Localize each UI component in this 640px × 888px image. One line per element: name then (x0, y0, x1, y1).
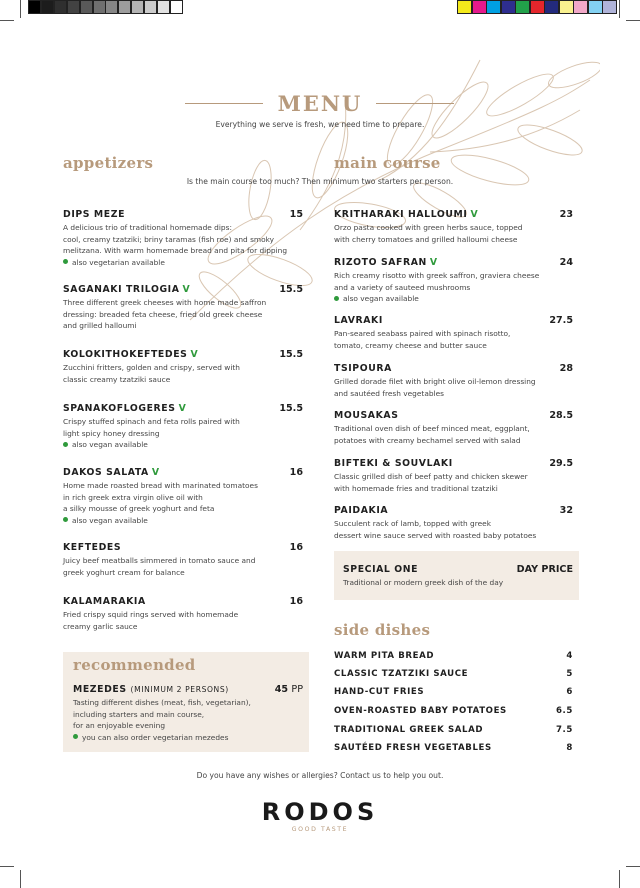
menu-item-name: SPANAKOFLOGERES (63, 403, 176, 414)
menu-item-description: Juicy beef meatballs simmered in tomato sauce and greek yoghurt cream for balance (63, 556, 256, 577)
vegetarian-badge: V (178, 403, 187, 414)
allergy-contact-note: Do you have any wishes or allergies? Contact us to help you out. (196, 771, 444, 780)
gray-swatch (54, 0, 67, 14)
side-dish-row (334, 743, 573, 753)
menu-item (63, 284, 303, 332)
color-swatch (588, 0, 603, 14)
color-swatch (573, 0, 588, 14)
menu-item-description: Classic grilled dish of beef patty and chicken skewer with homemade fries and traditional tzatziki (334, 472, 528, 493)
side-dishes-heading: side dishes (334, 621, 431, 639)
vegan-dot-icon (334, 296, 339, 301)
side-dish-price: 4 (566, 651, 573, 661)
main-course-heading: main course (334, 154, 441, 172)
vegan-dot-icon (63, 517, 68, 522)
color-swatch (530, 0, 545, 14)
menu-item (334, 458, 573, 494)
brand-tagline: GOOD TASTE (291, 826, 349, 833)
gray-swatch (144, 0, 157, 14)
menu-item-name: KOLOKITHOKEFTEDES (63, 349, 188, 360)
side-dish-name: WARM PITA BREAD (334, 651, 435, 661)
special-item-price: DAY PRICE (516, 564, 573, 575)
gray-swatch (131, 0, 144, 14)
menu-item (334, 209, 573, 245)
menu-item-description: Rich creamy risotto with greek saffron, graviera cheese and a variety of sauteed mushrooms (334, 271, 540, 292)
vegetarian-badge: V (190, 349, 199, 360)
menu-subtitle: Everything we serve is fresh, we need time to prepare. (215, 120, 425, 129)
menu-item (334, 410, 573, 446)
gray-swatch (80, 0, 93, 14)
color-swatch (602, 0, 617, 14)
menu-item-description: Orzo pasta cooked with green herbs sauce, topped with cherry tomatoes and grilled halloumi cheese (334, 223, 523, 244)
menu-item-name: LAVRAKI (334, 315, 383, 326)
side-dish-name: HAND-CUT FRIES (334, 687, 425, 697)
menu-item-price: 28.5 (549, 410, 573, 421)
side-dish-name: TRADITIONAL GREEK SALAD (334, 725, 484, 735)
menu-item (63, 209, 303, 268)
menu-item-note: also vegan available (72, 515, 148, 525)
menu-item-description: Traditional oven dish of beef minced meat, eggplant, potatoes with creamy bechamel served with salad (334, 424, 530, 445)
menu-item-price: 15.5 (279, 284, 303, 295)
menu-item (63, 349, 303, 385)
menu-item-description: Grilled dorade filet with bright olive oil-lemon dressing and sautéed fresh vegetables (334, 377, 536, 398)
menu-item-price: 28 (559, 363, 573, 374)
menu-item-note: also vegetarian available (72, 257, 165, 267)
crop-mark (0, 20, 14, 21)
menu-item-name: RIZOTO SAFRAN (334, 257, 427, 268)
menu-item (63, 542, 303, 578)
color-swatch (544, 0, 559, 14)
side-dish-price: 5 (566, 669, 573, 679)
appetizers-heading: appetizers (63, 154, 154, 172)
menu-item-name: MOUSAKAS (334, 410, 399, 421)
menu-item-note: also vegan available (72, 440, 148, 450)
crop-mark (626, 20, 640, 21)
side-dish-row (334, 669, 573, 679)
menu-item-name: DAKOS SALATA (63, 467, 149, 478)
gray-swatch (157, 0, 170, 14)
menu-item (63, 467, 303, 526)
special-item-description: Traditional or modern greek dish of the day (343, 578, 504, 587)
menu-item-name: KEFTEDES (63, 542, 122, 553)
gray-swatch (170, 0, 183, 14)
recommended-heading: recommended (73, 656, 196, 674)
menu-item-description: Three different greek cheeses with home made saffron dressing: breaded feta cheese, fried old greek cheese and grilled halloumi (63, 298, 267, 331)
special-item-name: SPECIAL ONE (343, 564, 419, 575)
vegetarian-badge: V (429, 257, 438, 268)
menu-item-note: also vegan available (343, 294, 419, 304)
menu-item-description: Zucchini fritters, golden and crispy, served with classic creamy tzatziki sauce (63, 363, 240, 384)
recommended-item-unit: PP (291, 684, 303, 695)
color-swatch (486, 0, 501, 14)
side-dish-name: SAUTÉED FRESH VEGETABLES (334, 743, 492, 753)
menu-item (63, 596, 303, 632)
vegetarian-dot-icon (73, 734, 78, 739)
menu-item-price: 15.5 (279, 349, 303, 360)
menu-item-description: Succulent rack of lamb, topped with greek dessert wine sauce served with roasted baby potatoes (334, 519, 537, 540)
crop-mark (0, 866, 14, 867)
menu-item-price: 29.5 (549, 458, 573, 469)
side-dish-row (334, 651, 573, 661)
menu-item-description: Crispy stuffed spinach and feta rolls paired with light spicy honey dressing (63, 417, 240, 438)
menu-item-price: 32 (559, 505, 573, 516)
side-dish-price: 6 (566, 687, 573, 697)
menu-item (63, 403, 303, 451)
crop-mark (619, 0, 620, 18)
vegan-dot-icon (63, 442, 68, 447)
menu-title: MENU (277, 91, 363, 116)
recommended-item-price: 45 (274, 684, 289, 695)
menu-item-description: Home made roasted bread with marinated tomatoes in rich greek extra virgin olive oil with a silky mousse of greek yoghurt and feta (63, 481, 258, 514)
menu-item-name: KRITHARAKI HALLOUMI (334, 209, 468, 220)
side-dish-row (334, 725, 573, 735)
menu-item (334, 315, 573, 351)
gray-swatch (93, 0, 106, 14)
vegan-dot-icon (63, 259, 68, 264)
menu-item-price: 16 (289, 467, 303, 478)
special-item (343, 564, 573, 589)
menu-item-price: 27.5 (549, 315, 573, 326)
menu-item (334, 505, 573, 541)
color-swatch (457, 0, 472, 14)
menu-item (334, 363, 573, 399)
menu-item-price: 16 (289, 596, 303, 607)
recommended-item (73, 684, 303, 743)
recommended-item-qualifier: (MINIMUM 2 PERSONS) (130, 685, 229, 694)
menu-item-price: 15.5 (279, 403, 303, 414)
recommended-item-note: you can also order vegetarian mezedes (82, 732, 229, 742)
menu-item (334, 257, 573, 305)
vegetarian-badge: V (151, 467, 160, 478)
brand-logo: RODOS (261, 798, 379, 826)
menu-item-description: A delicious trio of traditional homemade dips: cool, creamy tzatziki; briny taramas (fish roe) and smoky melitzana. With warm homemade bread and pita for dipping (63, 223, 288, 256)
gray-swatch (105, 0, 118, 14)
menu-item-name: TSIPOURA (334, 363, 392, 374)
main-course-note: Is the main course too much? Then minimum two starters per person. (186, 177, 454, 186)
color-swatch (501, 0, 516, 14)
color-swatch (515, 0, 530, 14)
recommended-item-name: MEZEDES (73, 684, 127, 695)
recommended-item-description: Tasting different dishes (meat, fish, vegetarian), including starters and main course, for an enjoyable evening (73, 698, 251, 731)
menu-item-price: 24 (559, 257, 573, 268)
menu-item-name: BIFTEKI & SOUVLAKI (334, 458, 453, 469)
crop-mark (619, 870, 620, 888)
gray-swatch (118, 0, 131, 14)
color-swatch (559, 0, 574, 14)
vegetarian-badge: V (470, 209, 479, 220)
gray-swatch (67, 0, 80, 14)
menu-item-description: Fried crispy squid rings served with homemade creamy garlic sauce (63, 610, 239, 631)
crop-mark (20, 870, 21, 888)
crop-mark (20, 0, 21, 18)
side-dish-name: OVEN-ROASTED BABY POTATOES (334, 706, 507, 716)
side-dish-price: 8 (566, 743, 573, 753)
crop-mark (626, 866, 640, 867)
side-dish-row (334, 687, 573, 697)
color-swatch (472, 0, 487, 14)
menu-item-price: 16 (289, 542, 303, 553)
menu-item-price: 23 (559, 209, 573, 220)
menu-item-name: DIPS MEZE (63, 209, 126, 220)
side-dish-price: 6.5 (555, 706, 573, 716)
menu-item-name: SAGANAKI TRILOGIA (63, 284, 180, 295)
side-dish-name: CLASSIC TZATZIKI SAUCE (334, 669, 469, 679)
menu-item-description: Pan-seared seabass paired with spinach risotto, tomato, creamy cheese and butter sauce (334, 329, 511, 350)
menu-item-name: PAIDAKIA (334, 505, 389, 516)
side-dish-row (334, 706, 573, 716)
gray-swatch (28, 0, 41, 14)
side-dish-price: 7.5 (555, 725, 573, 735)
menu-item-name: KALAMARAKIA (63, 596, 146, 607)
vegetarian-badge: V (182, 284, 191, 295)
menu-item-price: 15 (289, 209, 303, 220)
gray-swatch (41, 0, 54, 14)
